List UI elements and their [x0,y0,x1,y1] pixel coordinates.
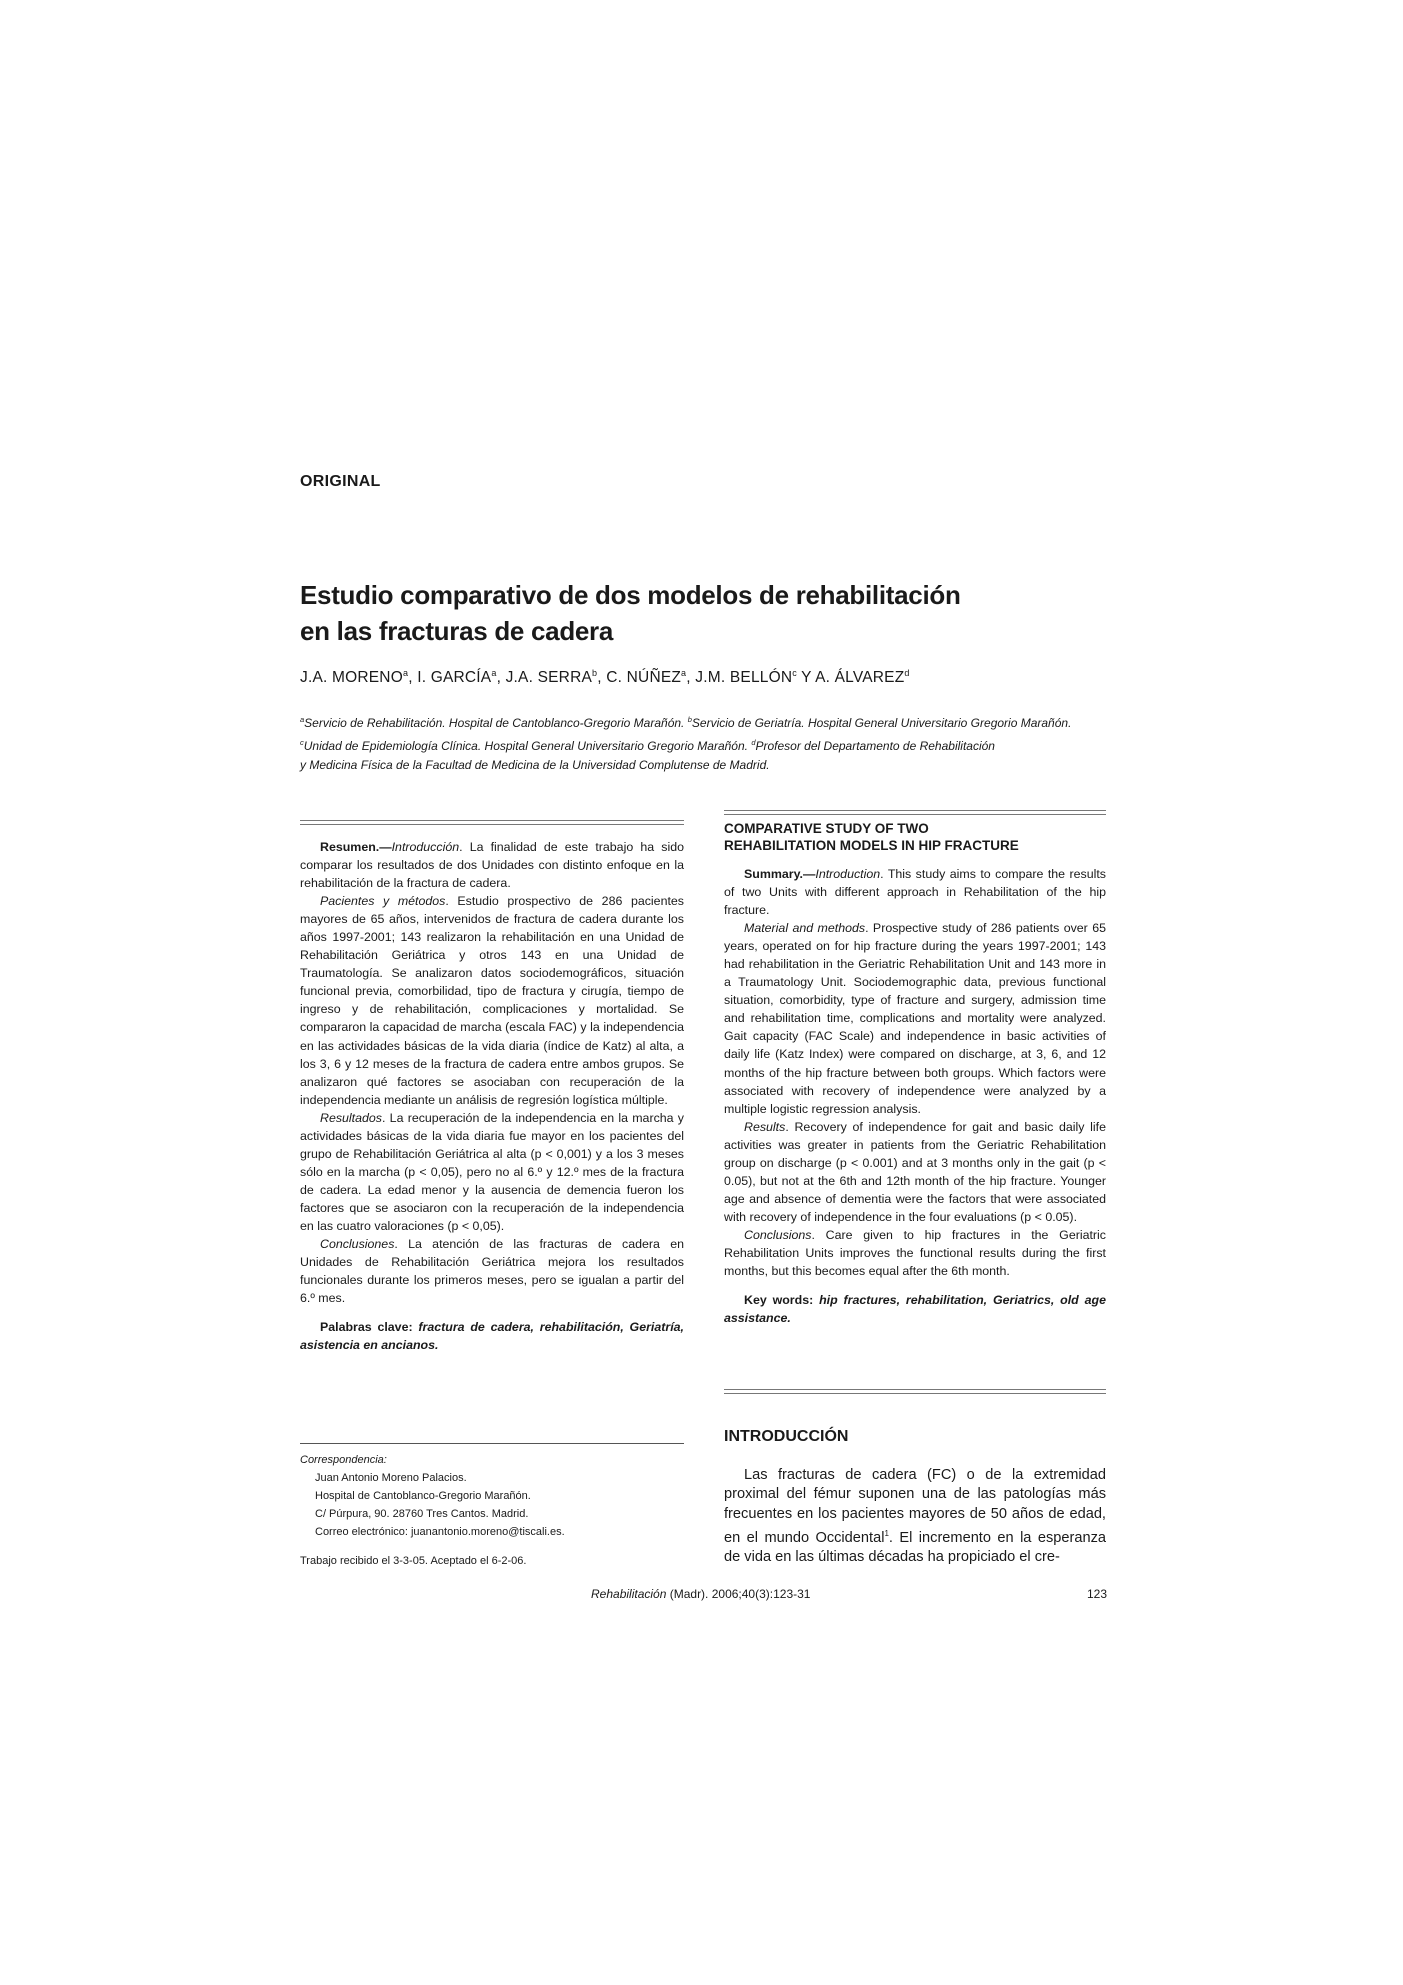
affiliation-mark: a [300,715,305,724]
correspondence-name: Juan Antonio Moreno Palacios. [315,1472,467,1484]
correspondence-hospital: Hospital de Cantoblanco-Gregorio Marañón. [315,1490,531,1502]
summary-bottom-rule [724,1389,1106,1394]
reference-mark: 1 [884,1529,889,1539]
author-name: J.M. BELLÓN [695,669,793,687]
resumen-results [300,1109,684,1235]
author-affiliation-mark: d [904,668,910,678]
author-list [300,668,910,687]
resumen-intro-text: . La finalidad de este trabajo ha sido comparar los resultados de dos Unidades con distinto enfoque en la rehabilitación de la fractura de cadera. [300,840,684,891]
english-title [724,820,1104,854]
correspondence-email: Correo electrónico: juanantonio.moreno@tiscali.es. [315,1526,565,1538]
affiliation-mark: b [687,715,692,724]
author-joiner: Y [796,669,816,687]
correspondence-block [300,1451,690,1570]
resumen-methods-text: . Estudio prospectivo de 286 pacientes mayores de 65 años, intervenidos de fractura de cadera durante los años 1997-2001; 143 realizaron la rehabilitación en una Unidad de Rehabilitación Geriátrica y otros 143 en una Unidad de Traumatología. Se analizaron datos sociodemográficos, situación funcional previa, comorbilidad, tipo de fractura y cirugía, tiempo de ingreso y de rehabilitación, complicaciones y mortalidad. Se compararon la capacidad de marcha (escala FAC) y la independencia en las actividades básicas de la vida diaria (índice de Katz) al alta, a los 3, 6 y 12 meses de la fractura de cadera entre ambos grupos. Se analizaron qué factores se asociaban con recuperación de la independencia mediante un análisis de regresión logística múltiple. [300,894,684,1107]
summary-introduction [724,865,1106,919]
author-name: J.A. SERRA [505,669,593,687]
footer-citation [591,1587,810,1601]
introduction-text: Las fracturas de cadera (FC) o de la extremidad proximal del fémur suponen una de las patologías más frecuentes en los pacientes mayores de 50 años de edad, en el mundo Occidental [724,1467,1106,1547]
author-affiliation-mark: b [592,668,598,678]
summary-keywords-label: Key words: [744,1293,814,1308]
correspondence-address: C/ Púrpura, 90. 28760 Tres Cantos. Madrid. [315,1508,529,1520]
affiliation-line-3: y Medicina Física de la Facultad de Medicina de la Universidad Complutense de Madrid. [300,758,770,772]
introduction-text-continued: . El incremento en la esperanza de vida en las últimas décadas ha propiciado el cre- [724,1530,1107,1566]
correspondence-label: Correspondencia: [300,1454,387,1466]
summary-intro-text: . This study aims to compare the results of two Units with different approach in Rehabilitation of the hip fracture. [724,867,1106,918]
resumen-keywords-text: fractura de cadera, rehabilitación, Geriatría, asistencia en ancianos. [300,1320,684,1353]
summary-conclusions-text: . Care given to hip fractures in the Geriatric Rehabilitation Units improves the functional results during the first months, but this becomes equal after the 6th month. [724,1227,1106,1279]
summary-conclusions-label: Conclusions [744,1227,812,1242]
resumen-methods [300,892,684,1109]
resumen-results-text: . La recuperación de la independencia en la marcha y actividades básicas de la vida diaria fue mayor en los pacientes del grupo de Rehabilitación Geriátrica al alta (p < 0,001) y a los 3 meses sólo en la marcha (p < 0,05), pero no al 6.º y 12.º mes de la fractura de cadera. La edad menor y la ausencia de demencia fueron los factores que se asociaron con la recuperación de la independencia en las cuatro valoraciones (p < 0,05). [300,1110,684,1233]
affiliation-line-2 [300,733,1120,756]
title-line-2: en las fracturas de cadera [300,616,614,646]
author-name: C. NÚÑEZ [606,669,682,687]
resumen-keywords-label: Palabras clave: [320,1320,413,1335]
affiliation-b: Servicio de Geriatría. Hospital General Universitario Gregorio Marañón. [691,716,1072,730]
summary-conclusions [724,1226,1106,1280]
affiliation-mark: c [300,738,304,747]
journal-name: Rehabilitación [591,1587,667,1601]
summary-results [724,1118,1106,1226]
summary-intro-label: Introduction [815,867,881,881]
summary-results-label: Results [744,1119,786,1134]
resumen-intro-label: Introducción [391,840,460,854]
affiliation-d: Profesor del Departamento de Rehabilitación [755,739,995,753]
resumen-methods-label: Pacientes y métodos [320,894,446,909]
page-number: 123 [1087,1587,1108,1601]
author-separator: , [408,669,418,687]
english-title-line-2: REHABILITATION MODELS IN HIP FRACTURE [724,838,1019,853]
resumen-results-label: Resultados [320,1110,382,1125]
summary-methods [724,919,1106,1118]
resumen-label: Resumen.— [320,840,392,854]
resumen-block [300,838,684,1354]
summary-top-rule [724,810,1106,815]
resumen-conclusions [300,1235,684,1307]
author-name: J.A. MORENO [300,669,403,687]
summary-results-text: . Recovery of independence for gait and basic daily life activities was greater in patients from the Geriatric Rehabilitation group on discharge (p < 0.001) and at 3 months only in the gait (p < 0.05), but not at the 6th and 12th month of the hip fracture. Younger age and absence of dementia were the factors that were associated with recovery of independence in the four evaluations (p < 0.05). [724,1119,1106,1224]
resumen-keywords [300,1318,684,1354]
summary-label: Summary.— [744,867,816,881]
article-title [300,577,1120,649]
correspondence-rule [300,1443,684,1444]
introduction-body [724,1466,1106,1568]
summary-keywords-text: hip fractures, rehabilitation, Geriatrics, old age assistance. [724,1293,1106,1326]
author-name: I. GARCÍA [417,669,492,687]
journal-citation: (Madr). 2006;40(3):123-31 [666,1587,811,1601]
title-line-1: Estudio comparativo de dos modelos de rehabilitación [300,580,961,610]
summary-keywords [724,1291,1106,1327]
author-separator: , [597,669,607,687]
introduction-paragraph [724,1466,1106,1568]
affiliation-line-1 [300,710,1120,733]
resumen-conclusions-label: Conclusiones [320,1237,395,1252]
summary-block [724,865,1106,1327]
affiliation-a: Servicio de Rehabilitación. Hospital de Cantoblanco-Gregorio Marañón. [304,716,685,730]
affiliation-c: Unidad de Epidemiología Clínica. Hospital General Universitario Gregorio Marañón. [303,739,748,753]
abstract-top-rule [300,820,684,825]
received-date: Trabajo recibido el 3-3-05. Aceptado el 6-2-06. [300,1555,527,1567]
affiliations [300,710,1120,775]
english-title-line-1: COMPARATIVE STUDY OF TWO [724,821,929,836]
introduction-heading: INTRODUCCIÓN [724,1428,849,1445]
summary-methods-text: . Prospective study of 286 patients over 65 years, operated on for hip fracture during the years 1997-2001; 143 had rehabilitation in the Geriatric Rehabilitation Unit and 143 more in a Traumatology Unit. Sociodemographic data, previous functional situation, comorbidity, type of fracture and surgery, admission time and rehabilitation time, complications and mortality were analyzed. Gait capacity (FAC Scale) and independence in basic activities of daily life (Katz Index) were compared on discharge, at 3, 6, and 12 months of the hip fracture between both groups. Which factors were associated with recovery of independence were analyzed by a multiple logistic regression analysis. [724,921,1106,1116]
author-affiliation-mark: a [491,668,497,678]
author-affiliation-mark: a [681,668,687,678]
section-label: ORIGINAL [300,473,381,490]
author-separator: , [496,669,506,687]
author-separator: , [686,669,696,687]
affiliation-mark: d [751,738,756,747]
author-affiliation-mark: a [402,668,409,678]
resumen-introduction [300,838,684,892]
resumen-conclusions-text: . La atención de las fracturas de cadera en Unidades de Rehabilitación Geriátrica mejora los resultados funcionales durante los primeros meses, pero se igualan a partir del 6.º mes. [300,1237,684,1306]
author-name: A. ÁLVAREZ [815,669,905,687]
summary-methods-label: Material and methods [744,921,866,936]
author-affiliation-mark: c [792,668,797,678]
